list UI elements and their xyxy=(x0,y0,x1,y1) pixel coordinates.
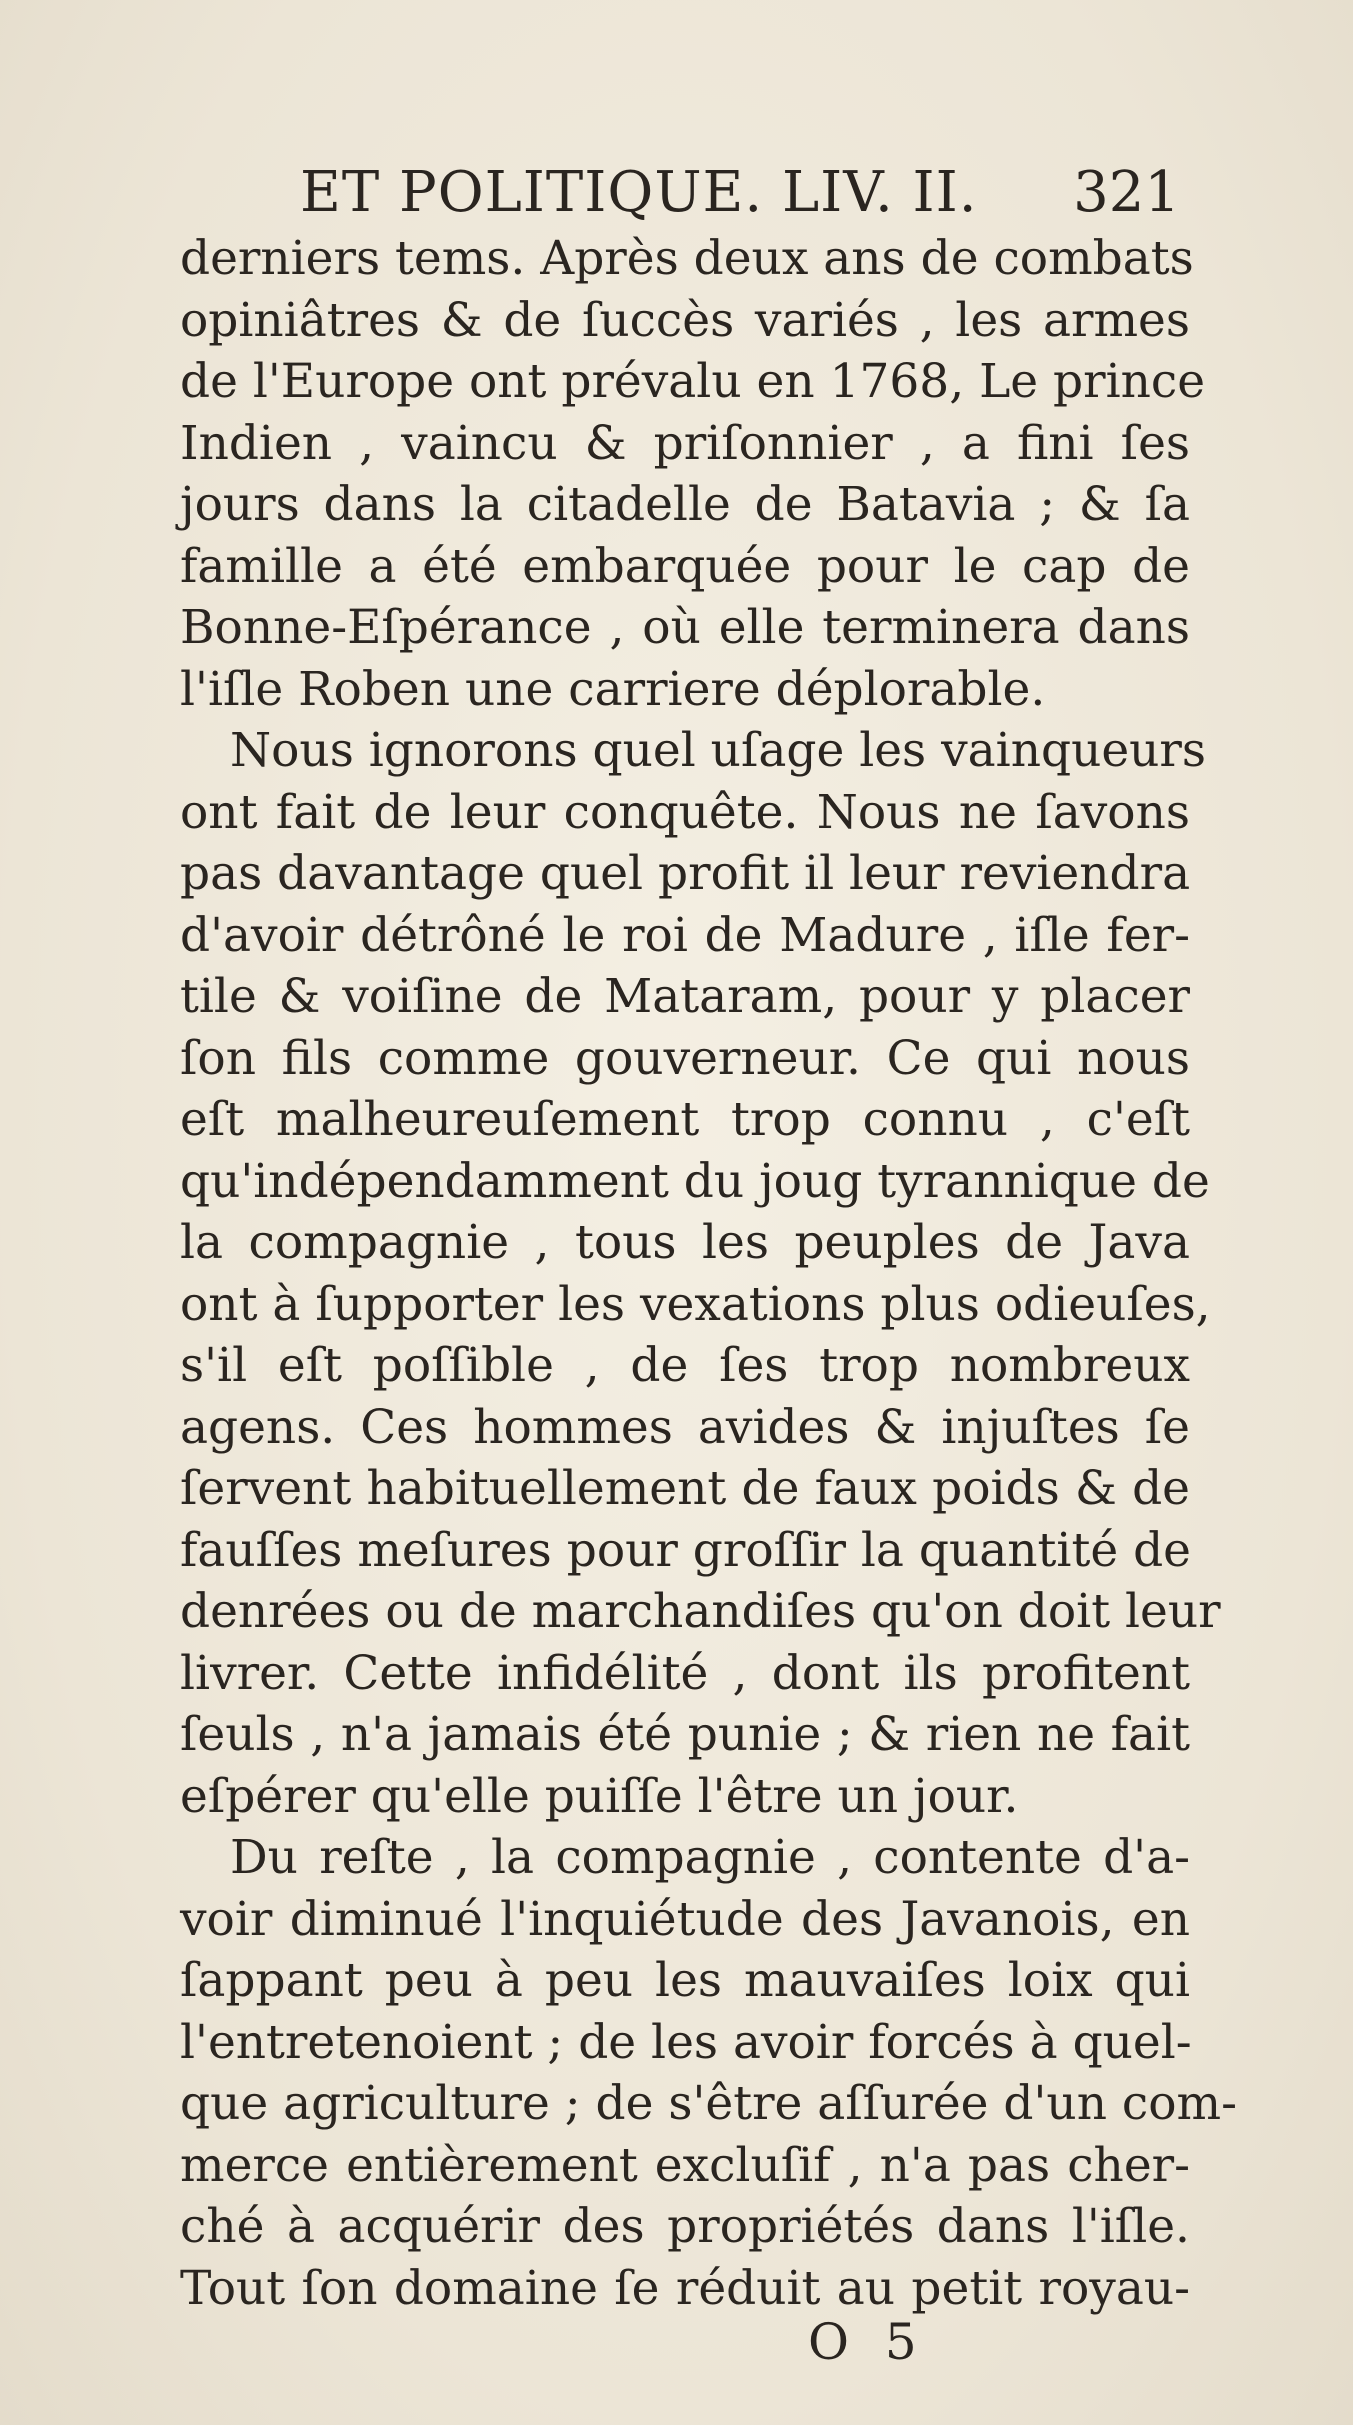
text-line: de l'Europe ont prévalu en 1768, Le prince xyxy=(180,354,1206,409)
text-line: Indien , vaincu & priſonnier , a fini ſes xyxy=(180,415,1190,471)
text-line: agens. Ces hommes avides & injuſtes ſe xyxy=(180,1399,1190,1455)
page-number: 321 xyxy=(1073,160,1180,225)
text-line: ſappant peu à peu les mauvaiſes loix qui xyxy=(180,1953,1190,2008)
text-line: l'iſle Roben une carriere déplorable. xyxy=(180,661,1046,717)
text-line: ſon fils comme gouverneur. Ce qui nous xyxy=(180,1030,1190,1086)
text-line: l'entretenoient ; de les avoir forcés à quel- xyxy=(180,2014,1192,2070)
running-header xyxy=(300,158,1180,228)
body-text xyxy=(180,228,1237,2319)
text-line: Bonne-Eſpérance , où elle terminera dans xyxy=(180,600,1190,655)
running-title: ET POLITIQUE. LIV. II. xyxy=(300,160,978,225)
text-line: d'avoir détrôné le roi de Madure , iſle fer- xyxy=(180,907,1190,963)
paragraph-start-line: Du reſte , la compagnie , contente d'a- xyxy=(230,1830,1190,1885)
text-line: Tout ſon domaine ſe réduit au petit royau- xyxy=(180,2260,1190,2316)
text-line: jours dans la citadelle de Batavia ; & ſa xyxy=(180,477,1190,532)
text-line: derniers tems. Après deux ans de combats xyxy=(180,231,1194,286)
text-line: ont à ſupporter les vexations plus odieuſes, xyxy=(180,1276,1211,1332)
text-line: que agriculture ; de s'être aſſurée d'un com- xyxy=(180,2076,1237,2131)
signature-mark: O 5 xyxy=(808,2313,927,2371)
text-line: pas davantage quel profit il leur reviendra xyxy=(180,846,1191,901)
text-line: ſeuls , n'a jamais été punie ; & rien ne fait xyxy=(180,1707,1190,1762)
text-line: eſt malheureuſement trop connu , c'eſt xyxy=(180,1092,1190,1147)
text-line: ſervent habituellement de faux poids & de xyxy=(180,1461,1190,1516)
text-line: merce entièrement excluſif , n'a pas cher- xyxy=(180,2137,1190,2193)
text-line: s'il eſt poſſible , de ſes trop nombreux xyxy=(180,1338,1190,1393)
text-line: ché à acquérir des propriétés dans l'iſle. xyxy=(180,2199,1190,2254)
text-line: opiniâtres & de ſuccès variés , les armes xyxy=(180,292,1190,348)
text-line: ont fait de leur conquête. Nous ne ſavons xyxy=(180,784,1190,840)
text-line: eſpérer qu'elle puiſſe l'être un jour. xyxy=(180,1768,1019,1824)
text-line: la compagnie , tous les peuples de Java xyxy=(180,1215,1190,1270)
text-line: denrées ou de marchandiſes qu'on doit leur xyxy=(180,1584,1221,1639)
text-line: qu'indépendamment du joug tyrannique de xyxy=(180,1153,1210,1209)
text-line: fauſſes meſures pour groſſir la quantité de xyxy=(180,1522,1191,1578)
text-line: livrer. Cette infidélité , dont ils profitent xyxy=(180,1645,1190,1701)
text-line: famille a été embarquée pour le cap de xyxy=(180,538,1190,594)
text-line: tile & voiſine de Mataram, pour y placer xyxy=(180,969,1190,1024)
text-line: voir diminué l'inquiétude des Javanois, en xyxy=(180,1891,1190,1947)
paragraph-start-line: Nous ignorons quel uſage les vainqueurs xyxy=(230,723,1207,778)
